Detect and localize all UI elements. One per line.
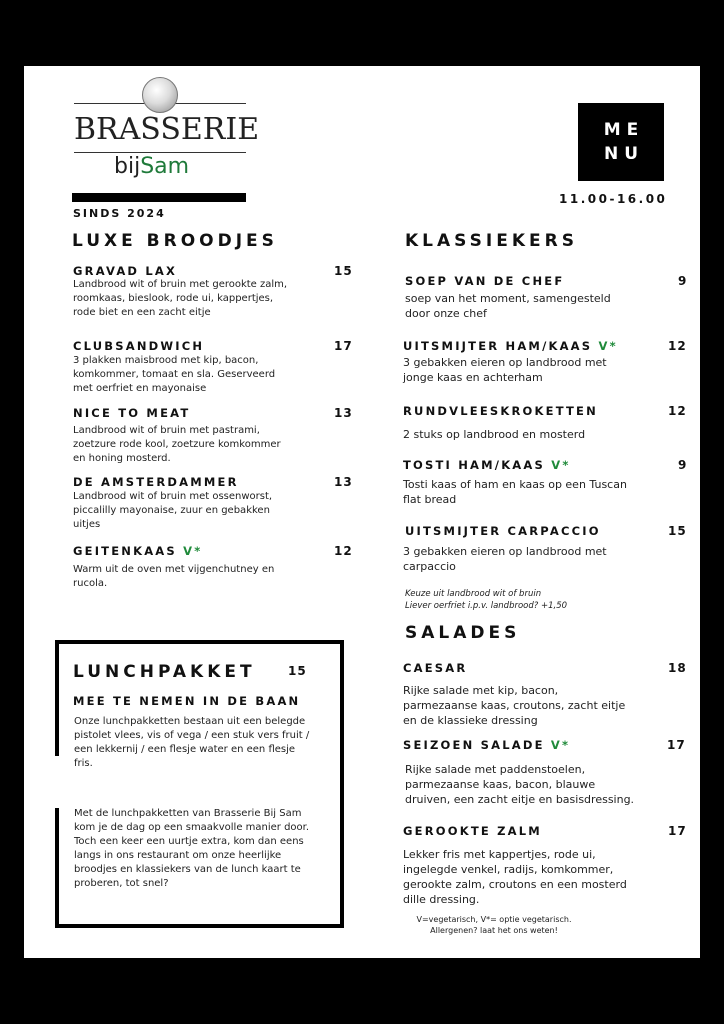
item-price: 12	[668, 339, 687, 353]
brand-underline-bar	[72, 193, 246, 202]
lunchpakket-subtitle: MEE TE NEMEN IN DE BAAN	[73, 694, 301, 708]
section-title-lunchpakket: LUNCHPAKKET	[73, 662, 256, 682]
section-title-luxe-broodjes: LUXE BROODJES	[72, 231, 278, 251]
item-name: NICE TO MEAT	[73, 406, 191, 420]
item-name: TOSTI HAM/KAAS V*	[403, 458, 571, 472]
section-title-salades: SALADES	[405, 623, 521, 643]
vegetarian-option-badge: V*	[550, 738, 571, 752]
item-description: Lekker fris met kappertjes, rode ui, ingelegde venkel, radijs, komkommer, gerookte zalm, croutons en een mosterd dille dressing.	[403, 848, 627, 906]
item-name: SOEP VAN DE CHEF	[405, 274, 565, 288]
brand-name: BRASSERIE	[74, 112, 260, 147]
item-description: Landbrood wit of bruin met pastrami, zoetzure rode kool, zoetzure komkommer en honing mosterd.	[73, 425, 281, 464]
item-description: Landbrood wit of bruin met ossenworst, piccalilly mayonaise, zuur en gebakken uitjes	[73, 491, 273, 530]
item-price: 15	[334, 264, 353, 278]
lunchpakket-info: Met de lunchpakketten van Brasserie Bij Sam kom je de dag op een smaakvolle manier door. Toch een keer een uurtje extra, kom dan eens langs in ons restaurant om onze heerlijke broodjes en klassiekers van de lunch kaart te proberen, tot snel?	[74, 808, 310, 889]
item-price: 13	[334, 475, 353, 489]
item-price: 15	[668, 524, 687, 538]
section-title-klassiekers: KLASSIEKERS	[405, 231, 578, 251]
item-description: Rijke salade met paddenstoelen, parmezaanse kaas, bacon, blauwe druiven, een zacht eitje en basisdressing.	[405, 763, 635, 806]
item-description: 2 stuks op landbrood en mosterd	[403, 428, 586, 441]
item-price: 17	[334, 339, 353, 353]
item-description: 3 gebakken eieren op landbrood met jonge kaas en achterham	[403, 356, 607, 384]
vegetarian-option-badge: V*	[183, 544, 203, 558]
lunchpakket-description: Onze lunchpakketten bestaan uit een belegde pistolet vlees, vis of vega / een stuk vers fruit / een lekkernij / een flesje water en een flesje fris.	[74, 716, 310, 769]
item-description: 3 gebakken eieren op landbrood met carpaccio	[403, 545, 607, 573]
item-price: 9	[678, 274, 688, 288]
item-description: Warm uit de oven met vijgenchutney en rucola.	[73, 564, 275, 589]
item-price: 17	[667, 738, 686, 752]
item-description: soep van het moment, samengesteld door onze chef	[405, 292, 611, 320]
item-name: GRAVAD LAX	[73, 264, 178, 278]
item-price: 13	[334, 406, 353, 420]
item-name: CAESAR	[403, 661, 468, 675]
item-price: 12	[668, 404, 687, 418]
item-price: 17	[668, 824, 687, 838]
item-name: GEITENKAAS V*	[73, 544, 203, 558]
vegetarian-option-badge: V*	[551, 458, 571, 472]
menu-badge-line2: NU	[603, 144, 645, 164]
item-name: GEROOKTE ZALM	[403, 824, 542, 838]
item-description: Rijke salade met kip, bacon, parmezaanse kaas, croutons, zacht eitje en de klassieke dressing	[403, 684, 626, 727]
item-name: UITSMIJTER CARPACCIO	[405, 524, 601, 538]
item-price: 18	[668, 661, 687, 675]
item-name: UITSMIJTER HAM/KAAS V*	[403, 339, 618, 353]
menu-page	[24, 66, 700, 958]
lunchpakket-price: 15	[288, 664, 307, 678]
menu-badge	[578, 103, 664, 181]
item-name: RUNDVLEESKROKETTEN	[403, 404, 598, 418]
item-name: CLUBSANDWICH	[73, 339, 205, 353]
vegetarian-option-badge: V*	[598, 339, 618, 353]
menu-badge-line1: ME	[603, 120, 645, 140]
opening-hours: 11.00-16.00	[559, 192, 668, 206]
item-name: DE AMSTERDAMMER	[73, 475, 239, 489]
allergen-footer: V=vegetarisch, V*= optie vegetarisch. Allergenen? laat het ons weten!	[416, 915, 572, 935]
item-price: 12	[334, 544, 353, 558]
since-label: SINDS 2024	[73, 207, 166, 220]
item-description: 3 plakken maisbrood met kip, bacon, komkommer, tomaat en sla. Geserveerd met oerfriet en mayonaise	[73, 355, 276, 394]
box-gap-left	[54, 756, 62, 808]
item-name: SEIZOEN SALADE V*	[403, 738, 571, 752]
item-price: 9	[678, 458, 688, 472]
ball-icon	[142, 77, 178, 113]
brand-subname: bijSam	[114, 154, 190, 179]
box-gap-right	[330, 756, 338, 814]
item-description: Landbrood wit of bruin met gerookte zalm, roomkaas, bieslook, rode ui, kappertjes, rode biet en een zacht eitje	[73, 279, 288, 318]
logo-rule-middle	[74, 152, 246, 153]
bread-choice-note: Keuze uit landbrood wit of bruin Liever oerfriet i.p.v. landbrood? +1,50	[405, 589, 568, 611]
item-description: Tosti kaas of ham en kaas op een Tuscan flat bread	[403, 478, 627, 506]
